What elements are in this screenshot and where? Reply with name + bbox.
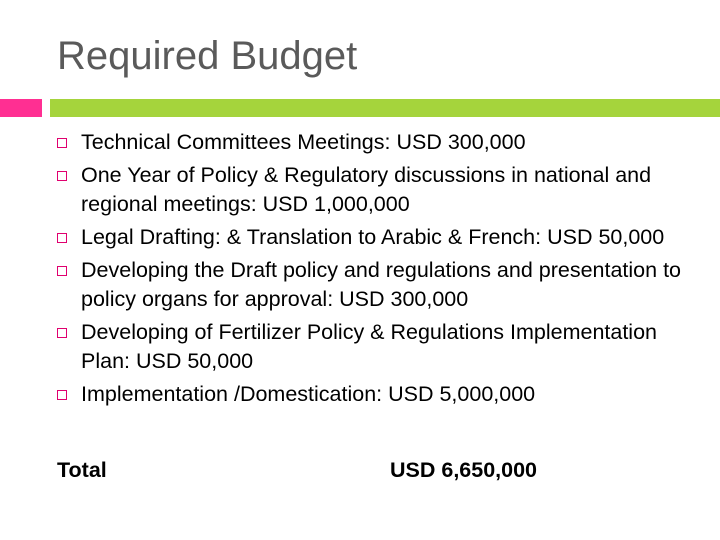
square-bullet-icon	[57, 233, 67, 243]
bullet-item	[57, 128, 697, 157]
bullet-item	[57, 256, 697, 314]
bullet-text: Implementation /Domestication: USD 5,000,000	[81, 382, 536, 406]
bullet-text: Technical Committees Meetings: USD 300,000	[81, 130, 526, 154]
square-bullet-icon	[57, 138, 67, 148]
budget-bullet-list	[57, 128, 697, 413]
square-bullet-icon	[57, 328, 67, 338]
square-bullet-icon	[57, 171, 67, 181]
bullet-text: Developing of Fertilizer Policy & Regulations Implementation Plan: USD 50,000	[81, 320, 657, 373]
bullet-text: Legal Drafting: & Translation to Arabic & French: USD 50,000	[81, 225, 665, 249]
square-bullet-icon	[57, 266, 67, 276]
bullet-item	[57, 223, 697, 252]
square-bullet-icon	[57, 390, 67, 400]
slide-title: Required Budget	[57, 34, 358, 78]
total-amount: USD 6,650,000	[390, 458, 538, 482]
bullet-text: One Year of Policy & Regulatory discussions in national and regional meetings: USD 1,000,000	[81, 163, 652, 216]
total-label: Total	[57, 458, 107, 482]
total-row	[57, 458, 617, 483]
bullet-item	[57, 380, 697, 409]
pink-accent-bar	[0, 99, 42, 117]
green-accent-bar	[50, 99, 720, 117]
bullet-text: Developing the Draft policy and regulations and presentation to policy organs for approval: USD 300,000	[81, 258, 681, 311]
bullet-item	[57, 161, 697, 219]
bullet-item	[57, 318, 697, 376]
